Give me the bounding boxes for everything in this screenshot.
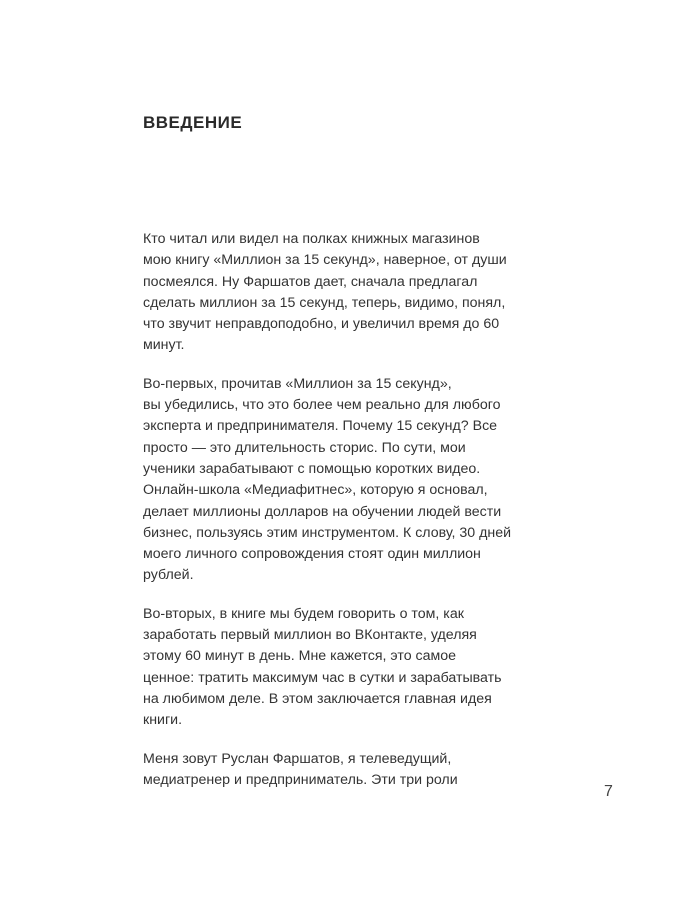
- text-line: Кто читал или видел на полках книжных магазинов: [143, 231, 480, 247]
- text-line: Меня зовут Руслан Фаршатов, я телеведущий,: [143, 750, 452, 767]
- text-line: вы убедились, что это более чем реально для любого: [143, 397, 501, 414]
- chapter-title: ВВЕДЕНИЕ: [143, 113, 243, 132]
- body-text: [143, 229, 583, 808]
- text-line: делает миллионы долларов на обучении людей вести: [143, 503, 502, 520]
- text-line: моего личного сопровождения стоят один миллион: [143, 546, 481, 563]
- page-number: 7: [604, 783, 613, 800]
- text-line: посмеялся. Ну Фаршатов дает, сначала предлагал: [143, 273, 478, 290]
- paragraph-1: [143, 229, 583, 357]
- text-line: медиатренер и предприниматель. Эти три роли: [143, 771, 458, 788]
- text-line: рублей.: [143, 567, 194, 584]
- paragraph-3: [143, 604, 583, 732]
- text-line: минут.: [143, 337, 185, 354]
- text-line: эксперта и предпринимателя. Почему 15 секунд? Все: [143, 418, 498, 435]
- paragraph-4: [143, 749, 583, 792]
- text-line: просто — это длительность сторис. По сути, мои: [143, 439, 466, 456]
- text-line: что звучит неправдоподобно, и увеличил время до 60: [143, 316, 500, 333]
- text-line: Онлайн-школа «Медиафитнес», которую я основал,: [143, 482, 488, 499]
- text-line: Во-первых, прочитав «Миллион за 15 секунд»,: [143, 375, 452, 392]
- paragraph-2: [143, 374, 583, 587]
- text-line: этому 60 минут в день. Мне кажется, это самое: [143, 648, 457, 665]
- text-line: заработать первый миллион во ВКонтакте, уделяя: [143, 627, 477, 644]
- text-line: ученики зарабатывают с помощью коротких видео.: [143, 460, 481, 477]
- text-line: ценное: тратить максимум час в сутки и зарабатывать: [143, 669, 502, 686]
- text-line: на любимом деле. В этом заключается главная идея: [143, 690, 492, 707]
- text-line: книги.: [143, 712, 183, 729]
- text-line: сделать миллион за 15 секунд, теперь, видимо, понял,: [143, 294, 506, 311]
- text-line: Во-вторых, в книге мы будем говорить о том, как: [143, 605, 464, 622]
- text-line: мою книгу «Миллион за 15 секунд», наверное, от души: [143, 252, 507, 269]
- text-line: бизнес, пользуясь этим инструментом. К слову, 30 дней: [143, 524, 512, 541]
